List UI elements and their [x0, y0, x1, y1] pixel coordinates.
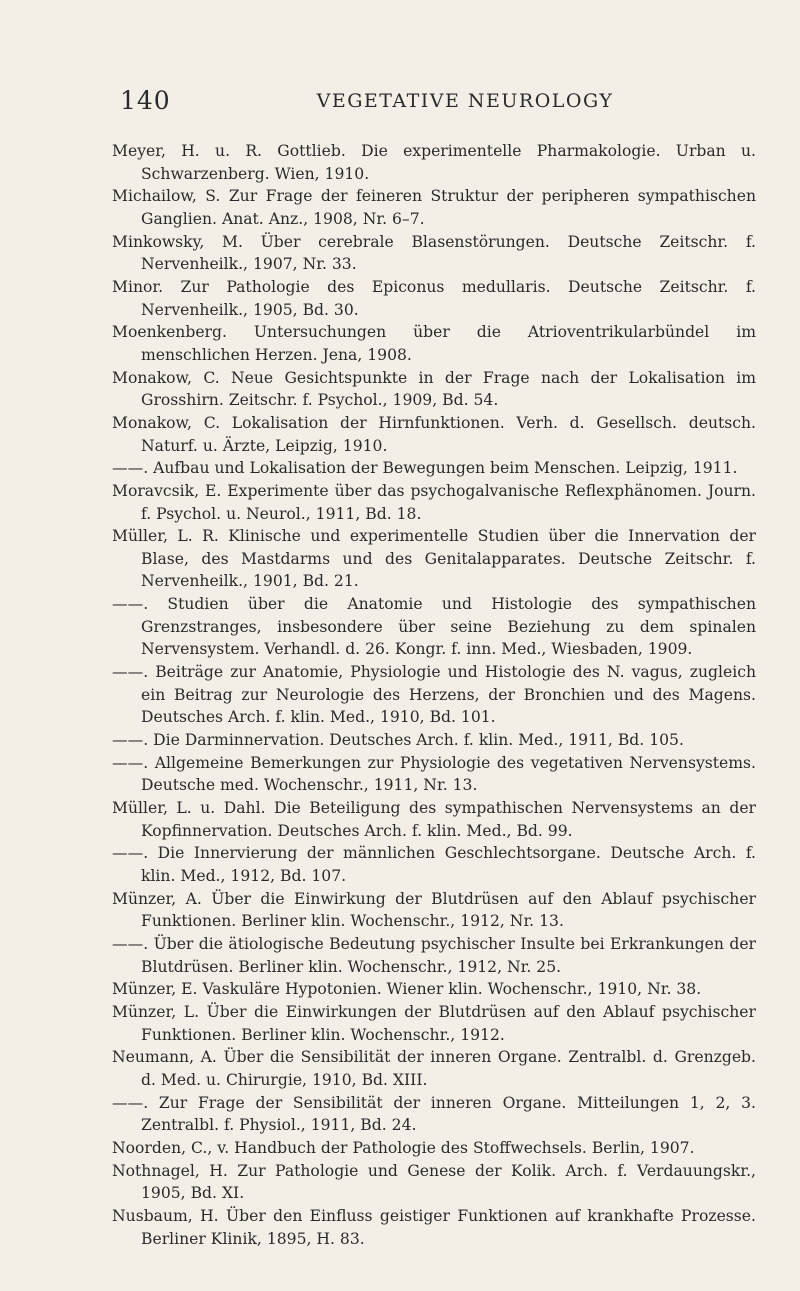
bibliography-entry: Noorden, C., v. Handbuch der Pathologie des Stoffwechsels. Berlin, 1907. [112, 1138, 695, 1157]
bibliography-entry: Monakow, C. Neue Gesichtspunkte in der Frage nach der Lokalisation im Grosshirn. Zeitschr. f. Psychol., 1909, Bd. 54. [112, 368, 756, 410]
bibliography-entry: ——. Beiträge zur Anatomie, Physiologie und Histologie des N. vagus, zugleich ein Beitrag zur Neurologie des Herzens, der Bronchien und des Magens. Deutsches Arch. f. klin. Med., 1910, Bd. 101. [112, 663, 756, 727]
bibliography-entry: Münzer, L. Über die Einwirkungen der Blutdrüsen auf den Ablauf psychischer Funktionen. Berliner klin. Wochenschr., 1912. [112, 1002, 756, 1044]
bibliography-entry: ——. Die Innervierung der männlichen Geschlechtsorgane. Deutsche Arch. f. klin. Med., 1912, Bd. 107. [112, 844, 756, 885]
bibliography-entry: ——. Zur Frage der Sensibilität der inneren Organe. Mitteilungen 1, 2, 3. Zentralbl. f. Physiol., 1911, Bd. 24. [112, 1093, 756, 1135]
bibliography-entry: Meyer, H. u. R. Gottlieb. Die experimentelle Pharmakologie. Urban u. Schwarzenberg. Wien, 1910. [112, 142, 756, 183]
bibliography-entry: Minor. Zur Pathologie des Epiconus medullaris. Deutsche Zeitschr. f. Nervenheilk., 1905, Bd. 30. [112, 277, 756, 319]
bibliography-entry: ——. Über die ätiologische Bedeutung psychischer Insulte bei Erkrankungen der Blutdrüsen. Berliner klin. Wochenschr., 1912, Nr. 25. [112, 934, 756, 976]
bibliography-entry: Michailow, S. Zur Frage der feineren Struktur der peripheren sympathischen Ganglien. Anat. Anz., 1908, Nr. 6–7. [112, 187, 756, 228]
bibliography-list [112, 140, 756, 1250]
bibliography-entry: Münzer, E. Vaskuläre Hypotonien. Wiener klin. Wochenschr., 1910, Nr. 38. [112, 980, 702, 999]
bibliography-entry: ——. Allgemeine Bemerkungen zur Physiologie des vegetativen Nervensystems. Deutsche med. Wochenschr., 1911, Nr. 13. [112, 753, 756, 795]
bibliography-entry: Nothnagel, H. Zur Pathologie und Genese der Kolik. Arch. f. Verdauungskr., 1905, Bd. XI. [112, 1161, 756, 1203]
bibliography-entry: ——. Studien über die Anatomie und Histologie des sympathischen Grenzstranges, insbesondere über seine Beziehung zu dem spinalen Nervensystem. Verhandl. d. 26. Kongr. f. inn. Med., Wiesbaden, 1909. [112, 595, 756, 659]
bibliography-entry: Nusbaum, H. Über den Einfluss geistiger Funktionen auf krankhafte Prozesse. Berliner Klinik, 1895, H. 83. [112, 1206, 756, 1248]
page-number: 140 [120, 86, 171, 115]
bibliography-entry: Monakow, C. Lokalisation der Hirnfunktionen. Verh. d. Gesellsch. deutsch. Naturf. u. Ärzte, Leipzig, 1910. [112, 413, 756, 455]
bibliography-entry: Müller, L. R. Klinische und experimentelle Studien über die Innervation der Blase, des Mastdarms und des Genitalapparates. Deutsche Zeitschr. f. Nervenheilk., 1901, Bd. 21. [112, 527, 756, 591]
bibliography-entry: Minkowsky, M. Über cerebrale Blasenstörungen. Deutsche Zeitschr. f. Nervenheilk., 1907, Nr. 33. [112, 232, 756, 274]
bibliography-entry: Müller, L. u. Dahl. Die Beteiligung des sympathischen Nervensystems an der Kopfinnervation. Deutsches Arch. f. klin. Med., Bd. 99. [112, 799, 756, 840]
bibliography-entry: Neumann, A. Über die Sensibilität der inneren Organe. Zentralbl. d. Grenzgeb. d. Med. u. Chirurgie, 1910, Bd. XIII. [112, 1048, 756, 1089]
bibliography-entry: ——. Die Darminnervation. Deutsches Arch. f. klin. Med., 1911, Bd. 105. [112, 731, 684, 750]
running-title: VEGETATIVE NEUROLOGY [316, 90, 614, 112]
bibliography-entry: Moenkenberg. Untersuchungen über die Atrioventrikularbündel im menschlichen Herzen. Jena, 1908. [112, 323, 756, 364]
running-head [112, 86, 758, 116]
bibliography-entry: ——. Aufbau und Lokalisation der Bewegungen beim Menschen. Leipzig, 1911. [112, 459, 738, 478]
bibliography-entry: Moravcsik, E. Experimente über das psychogalvanische Reflexphänomen. Journ. f. Psychol. u. Neurol., 1911, Bd. 18. [112, 481, 756, 523]
bibliography-entry: Münzer, A. Über die Einwirkung der Blutdrüsen auf den Ablauf psychischer Funktionen. Berliner klin. Wochenschr., 1912, Nr. 13. [112, 889, 756, 931]
